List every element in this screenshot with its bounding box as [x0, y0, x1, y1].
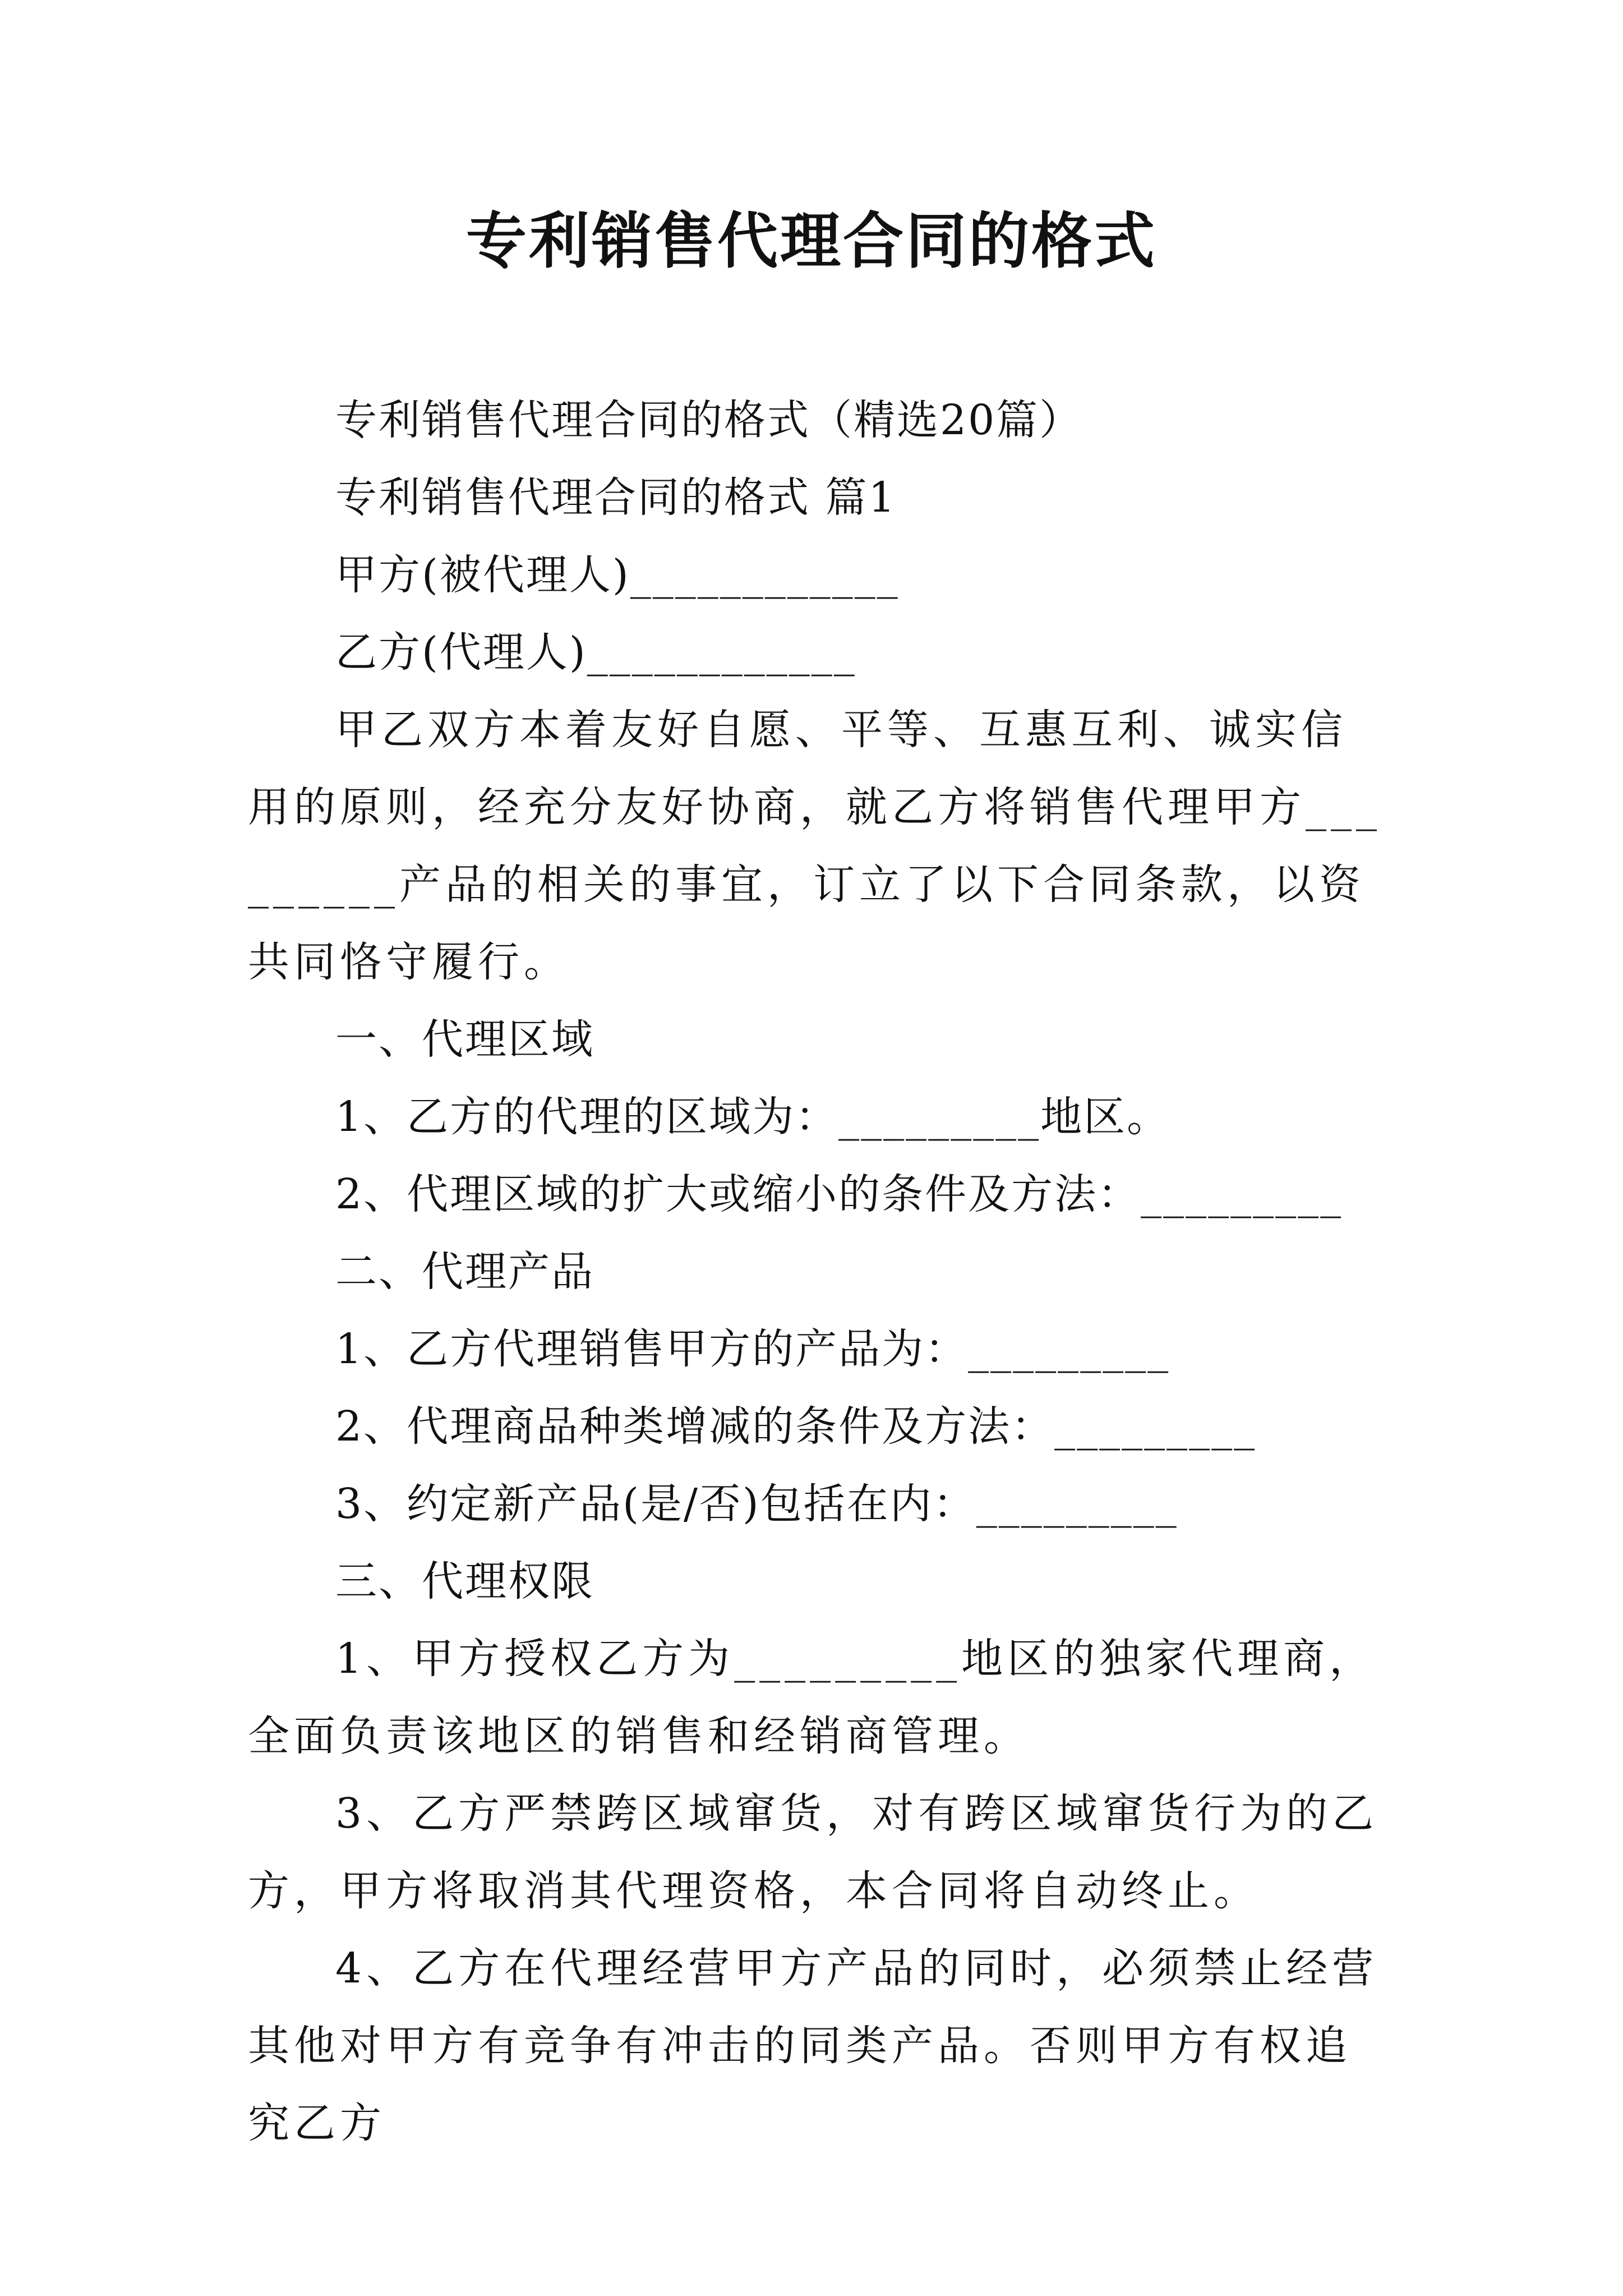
paragraph-party-a: 甲方(被代理人)____________ [335, 551, 900, 599]
paragraph-party-b: 乙方(代理人)____________ [335, 628, 856, 677]
paragraph-region-2: 2、代理区域的扩大或缩小的条件及方法：_________ [335, 1170, 1343, 1218]
paragraph-section-heading: 专利销售代理合同的格式 篇1 [335, 473, 897, 522]
paragraph-authority-4: 4、乙方在代理经营甲方产品的同时，必须禁止经营其他对甲方有竞争有冲击的同类产品。否则甲方有权追究乙方 [248, 1944, 1378, 2147]
paragraph-region-1: 1、乙方的代理的区域为：_________地区。 [335, 1093, 1170, 1141]
paragraph-authority-1: 1、甲方授权乙方为_________地区的独家代理商，全面负责该地区的销售和经销商管理。 [248, 1635, 1376, 1760]
paragraph-products-3: 3、约定新产品(是/否)包括在内：_________ [335, 1480, 1178, 1528]
document-body [248, 381, 1392, 2162]
paragraph-heading-authority: 三、代理权限 [335, 1557, 594, 1605]
paragraph-products-2: 2、代理商品种类增减的条件及方法：_________ [335, 1402, 1257, 1451]
paragraph-authority-3: 3、乙方严禁跨区域窜货，对有跨区域窜货行为的乙方，甲方将取消其代理资格，本合同将自动终止。 [248, 1789, 1378, 1915]
paragraph-heading-products: 二、代理产品 [335, 1248, 594, 1296]
paragraph-preamble: 甲乙双方本着友好自愿、平等、互惠互利、诚实信用的原则，经充分友好协商，就乙方将销售代理甲方_________产品的相关的事宜，订立了以下合同条款，以资共同恪守履行。 [248, 706, 1381, 986]
document-title: 专利销售代理合同的格式 [465, 206, 1157, 277]
paragraph-intro: 专利销售代理合同的格式（精选20篇） [335, 396, 1083, 444]
paragraph-products-1: 1、乙方代理销售甲方的产品为：_________ [335, 1325, 1170, 1373]
paragraph-heading-region: 一、代理区域 [335, 1015, 594, 1064]
